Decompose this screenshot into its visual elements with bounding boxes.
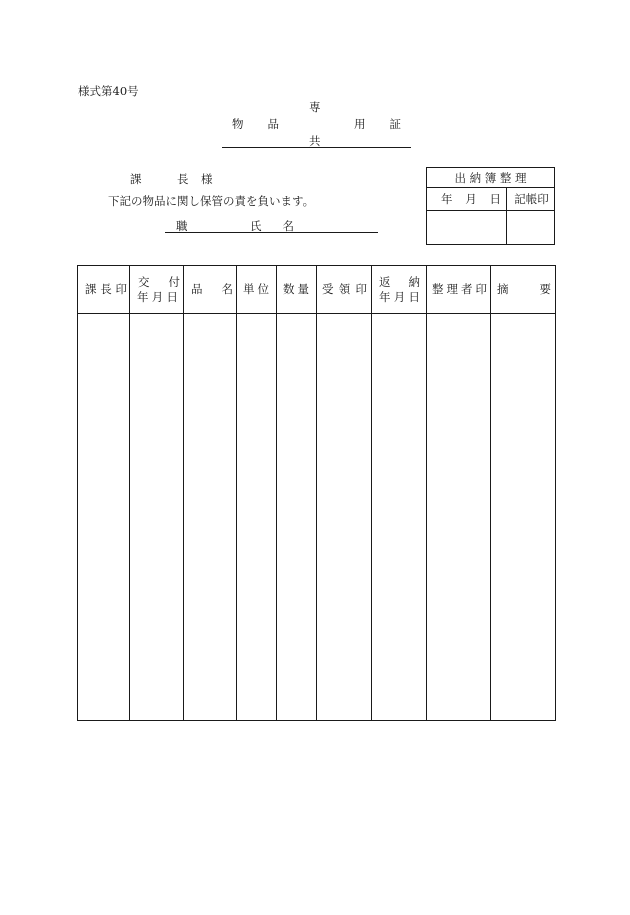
header-dept-head-stamp-label-char: 印 <box>115 282 127 296</box>
ledger-date-label-char: 日 <box>489 192 501 206</box>
title-after <box>354 118 401 130</box>
header-row <box>78 266 556 314</box>
header-issue-date-line2 <box>130 290 183 305</box>
body-cell-dept-head-stamp <box>78 314 130 721</box>
signature-name-label <box>250 220 294 232</box>
body-cell-return-date <box>372 314 427 721</box>
header-unit-label-char: 単 <box>243 282 255 296</box>
items-table-head <box>78 266 556 314</box>
header-item-name <box>184 266 237 314</box>
ledger-label-row <box>427 188 554 211</box>
ledger-date-label-char: 年 <box>441 192 453 206</box>
body-cell-item-name <box>184 314 237 721</box>
signature-name-label-char: 名 <box>282 219 294 233</box>
title-after-char: 用 <box>354 117 366 131</box>
title-after-char: 証 <box>389 117 401 131</box>
header-return-date-line1-char: 納 <box>408 274 420 289</box>
ledger-stamp-label-cell <box>507 188 554 210</box>
statement-text: 下記の物品に関し保管の責を負います。 <box>108 194 315 208</box>
addressee-honorific: 様 <box>201 172 213 186</box>
addressee-unit: 課 <box>130 172 142 186</box>
header-item-name-label <box>184 282 236 297</box>
ledger-stamp-entry-cell <box>507 211 554 244</box>
ledger-title-char: 整 <box>499 170 512 185</box>
header-dept-head-stamp-label-char: 課 <box>85 282 97 296</box>
header-item-name-label-char: 品 <box>191 282 203 296</box>
ledger-stamp-label: 記帳印 <box>514 192 549 206</box>
header-return-date-line1-char: 返 <box>379 274 391 289</box>
header-issue-date-line1 <box>130 275 183 290</box>
title-lower-option: 共 <box>309 134 321 148</box>
header-quantity-label-char: 量 <box>297 282 309 296</box>
header-remarks-label-char: 摘 <box>497 282 509 296</box>
ledger-entry-row <box>427 211 554 244</box>
addressee-role: 長 <box>177 172 189 186</box>
header-receipt-stamp-label-char: 領 <box>338 282 351 296</box>
header-remarks-label <box>491 282 555 297</box>
title-underline <box>222 147 411 148</box>
header-dept-head-stamp <box>78 266 130 314</box>
title-upper-option: 専 <box>309 100 321 114</box>
header-remarks-label-char: 要 <box>539 282 551 296</box>
ledger-title-char: 納 <box>469 170 482 185</box>
header-receipt-stamp-label-char: 印 <box>355 282 367 296</box>
ledger-title-char: 理 <box>515 170 527 185</box>
header-return-date-line2 <box>372 290 426 305</box>
header-return-date-line2-char: 月 <box>393 289 406 304</box>
body-cell-unit <box>237 314 277 721</box>
ledger-box <box>426 167 555 245</box>
header-unit <box>237 266 277 314</box>
header-processor-stamp-label-char: 者 <box>461 282 473 296</box>
header-processor-stamp <box>427 266 491 314</box>
header-processor-stamp-label-char: 印 <box>475 282 487 296</box>
signature-position-label: 職 <box>176 219 188 233</box>
header-receipt-stamp-label-char: 受 <box>322 282 334 296</box>
ledger-title <box>455 172 527 184</box>
header-issue-date-line2-char: 年 <box>137 289 149 304</box>
title-before <box>232 118 279 130</box>
body-cell-receipt-stamp <box>317 314 372 721</box>
ledger-title-char: 出 <box>454 170 466 185</box>
header-return-date-line1 <box>372 275 426 290</box>
header-issue-date-line1-char: 交 <box>138 274 150 289</box>
ledger-date-entry-cell <box>427 211 507 244</box>
ledger-title-row <box>427 168 554 188</box>
header-unit-label-char: 位 <box>257 282 269 296</box>
header-processor-stamp-label <box>427 282 490 297</box>
ledger-date-label <box>441 193 501 205</box>
header-receipt-stamp <box>317 266 372 314</box>
ledger-date-label-char: 月 <box>465 192 477 206</box>
ledger-title-char: 簿 <box>484 170 497 185</box>
title-before-char: 品 <box>267 117 279 131</box>
items-table <box>77 265 556 721</box>
body-cell-issue-date <box>130 314 184 721</box>
header-issue-date-line1-char: 付 <box>168 274 180 289</box>
header-return-date-line2-char: 年 <box>379 289 391 304</box>
header-remarks <box>491 266 556 314</box>
header-unit-label <box>237 282 276 297</box>
header-receipt-stamp-label <box>317 282 371 297</box>
header-quantity <box>277 266 317 314</box>
table-body-row <box>78 314 556 721</box>
header-issue-date <box>130 266 184 314</box>
header-processor-stamp-label-char: 理 <box>446 282 458 296</box>
header-issue-date-line2-char: 日 <box>166 289 178 304</box>
body-cell-remarks <box>491 314 556 721</box>
header-dept-head-stamp-label-char: 長 <box>100 282 112 296</box>
items-table-body <box>78 314 556 721</box>
header-processor-stamp-label-char: 整 <box>432 282 444 296</box>
header-return-date-line2-char: 日 <box>408 289 420 304</box>
header-return-date <box>372 266 427 314</box>
header-quantity-label-char: 数 <box>283 282 295 296</box>
signature-underline <box>165 232 378 233</box>
body-cell-quantity <box>277 314 317 721</box>
form-number: 様式第40号 <box>78 84 139 98</box>
body-cell-processor-stamp <box>427 314 491 721</box>
header-quantity-label <box>277 282 316 297</box>
header-issue-date-line2-char: 月 <box>151 289 164 304</box>
header-item-name-label-char: 名 <box>221 282 233 296</box>
ledger-date-label-cell <box>427 188 507 210</box>
header-dept-head-stamp-label <box>78 282 129 297</box>
signature-name-label-char: 氏 <box>250 219 262 233</box>
title-before-char: 物 <box>232 117 244 131</box>
